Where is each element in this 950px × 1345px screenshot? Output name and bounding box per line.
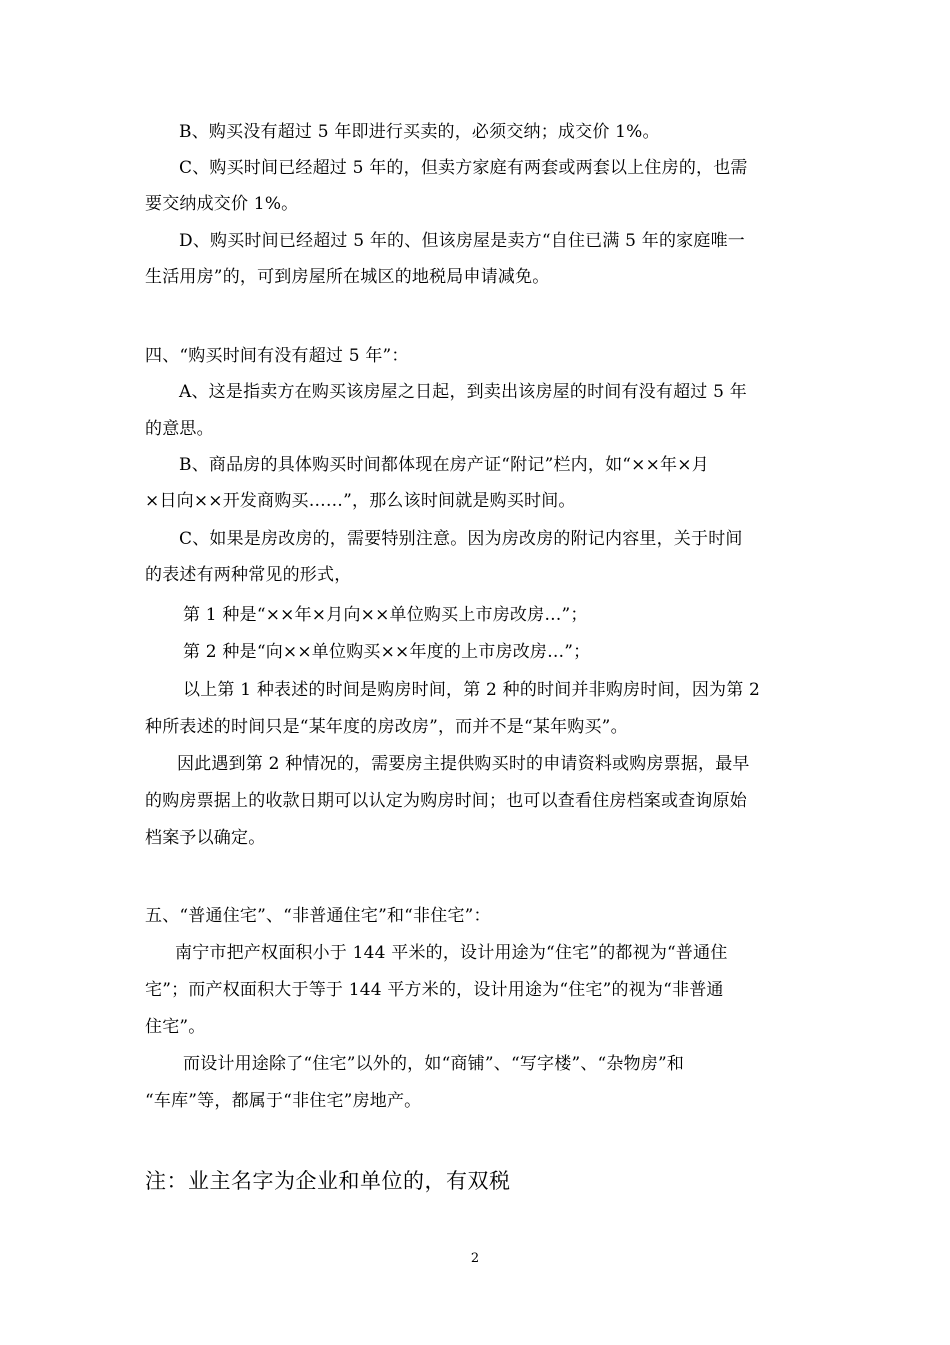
paragraph-line: “车库”等，都属于“非住宅”房地产。 (145, 1091, 422, 1111)
paragraph-line: ×日向××开发商购买……”，那么该时间就是购买时间。 (145, 491, 576, 511)
paragraph-line: 第 1 种是“××年×月向××单位购买上市房改房…”； (183, 605, 588, 625)
paragraph-line: 的购房票据上的收款日期可以认定为购房时间；也可以查看住房档案或查询原始 (145, 791, 747, 811)
paragraph-line: B、购买没有超过 5 年即进行买卖的，必须交纳；成交价 1%。 (179, 122, 660, 142)
paragraph-line: 要交纳成交价 1%。 (145, 194, 299, 214)
paragraph-line: 的表述有两种常见的形式， (145, 565, 352, 585)
paragraph-line: 第 2 种是“向××单位购买××年度的上市房改房…”； (183, 642, 591, 662)
paragraph-line: 以上第 1 种表述的时间是购房时间，第 2 种的时间并非购房时间，因为第 2 (183, 680, 761, 700)
paragraph-line: 而设计用途除了“住宅”以外的，如“商铺”、“写字楼”、“杂物房”和 (183, 1054, 685, 1074)
paragraph-line: C、如果是房改房的，需要特别注意。因为房改房的附记内容里，关于时间 (179, 529, 743, 549)
paragraph-line: 南宁市把产权面积小于 144 平米的，设计用途为“住宅”的都视为“普通住 (175, 943, 728, 963)
paragraph-line: 住宅”。 (145, 1017, 206, 1037)
paragraph-line: 因此遇到第 2 种情况的，需要房主提供购买时的申请资料或购房票据，最早 (177, 754, 750, 774)
paragraph-line: B、商品房的具体购买时间都体现在房产证“附记”栏内，如“××年×月 (179, 455, 709, 475)
paragraph-line: 种所表述的时间只是“某年度的房改房”，而并不是“某年购买”。 (145, 717, 628, 737)
paragraph-line: 档案予以确定。 (145, 828, 266, 848)
paragraph-line: 宅”；而产权面积大于等于 144 平方米的，设计用途为“住宅”的视为“非普通 (145, 980, 724, 1000)
section-heading: 四、“购买时间有没有超过 5 年”： (145, 346, 409, 366)
paragraph-line: 的意思。 (145, 419, 214, 439)
section-heading: 五、“普通住宅”、“非普通住宅”和“非住宅”： (145, 906, 491, 926)
paragraph-line: D、购买时间已经超过 5 年的、但该房屋是卖方“自住已满 5 年的家庭唯一 (179, 231, 745, 251)
footnote: 注：业主名字为企业和单位的，有双税 (145, 1169, 511, 1193)
paragraph-line: C、购买时间已经超过 5 年的，但卖方家庭有两套或两套以上住房的，也需 (179, 158, 748, 178)
paragraph-line: A、这是指卖方在购买该房屋之日起，到卖出该房屋的时间有没有超过 5 年 (179, 382, 747, 402)
paragraph-line: 生活用房”的，可到房屋所在城区的地税局申请减免。 (145, 267, 550, 287)
page-number: 2 (470, 1251, 480, 1266)
